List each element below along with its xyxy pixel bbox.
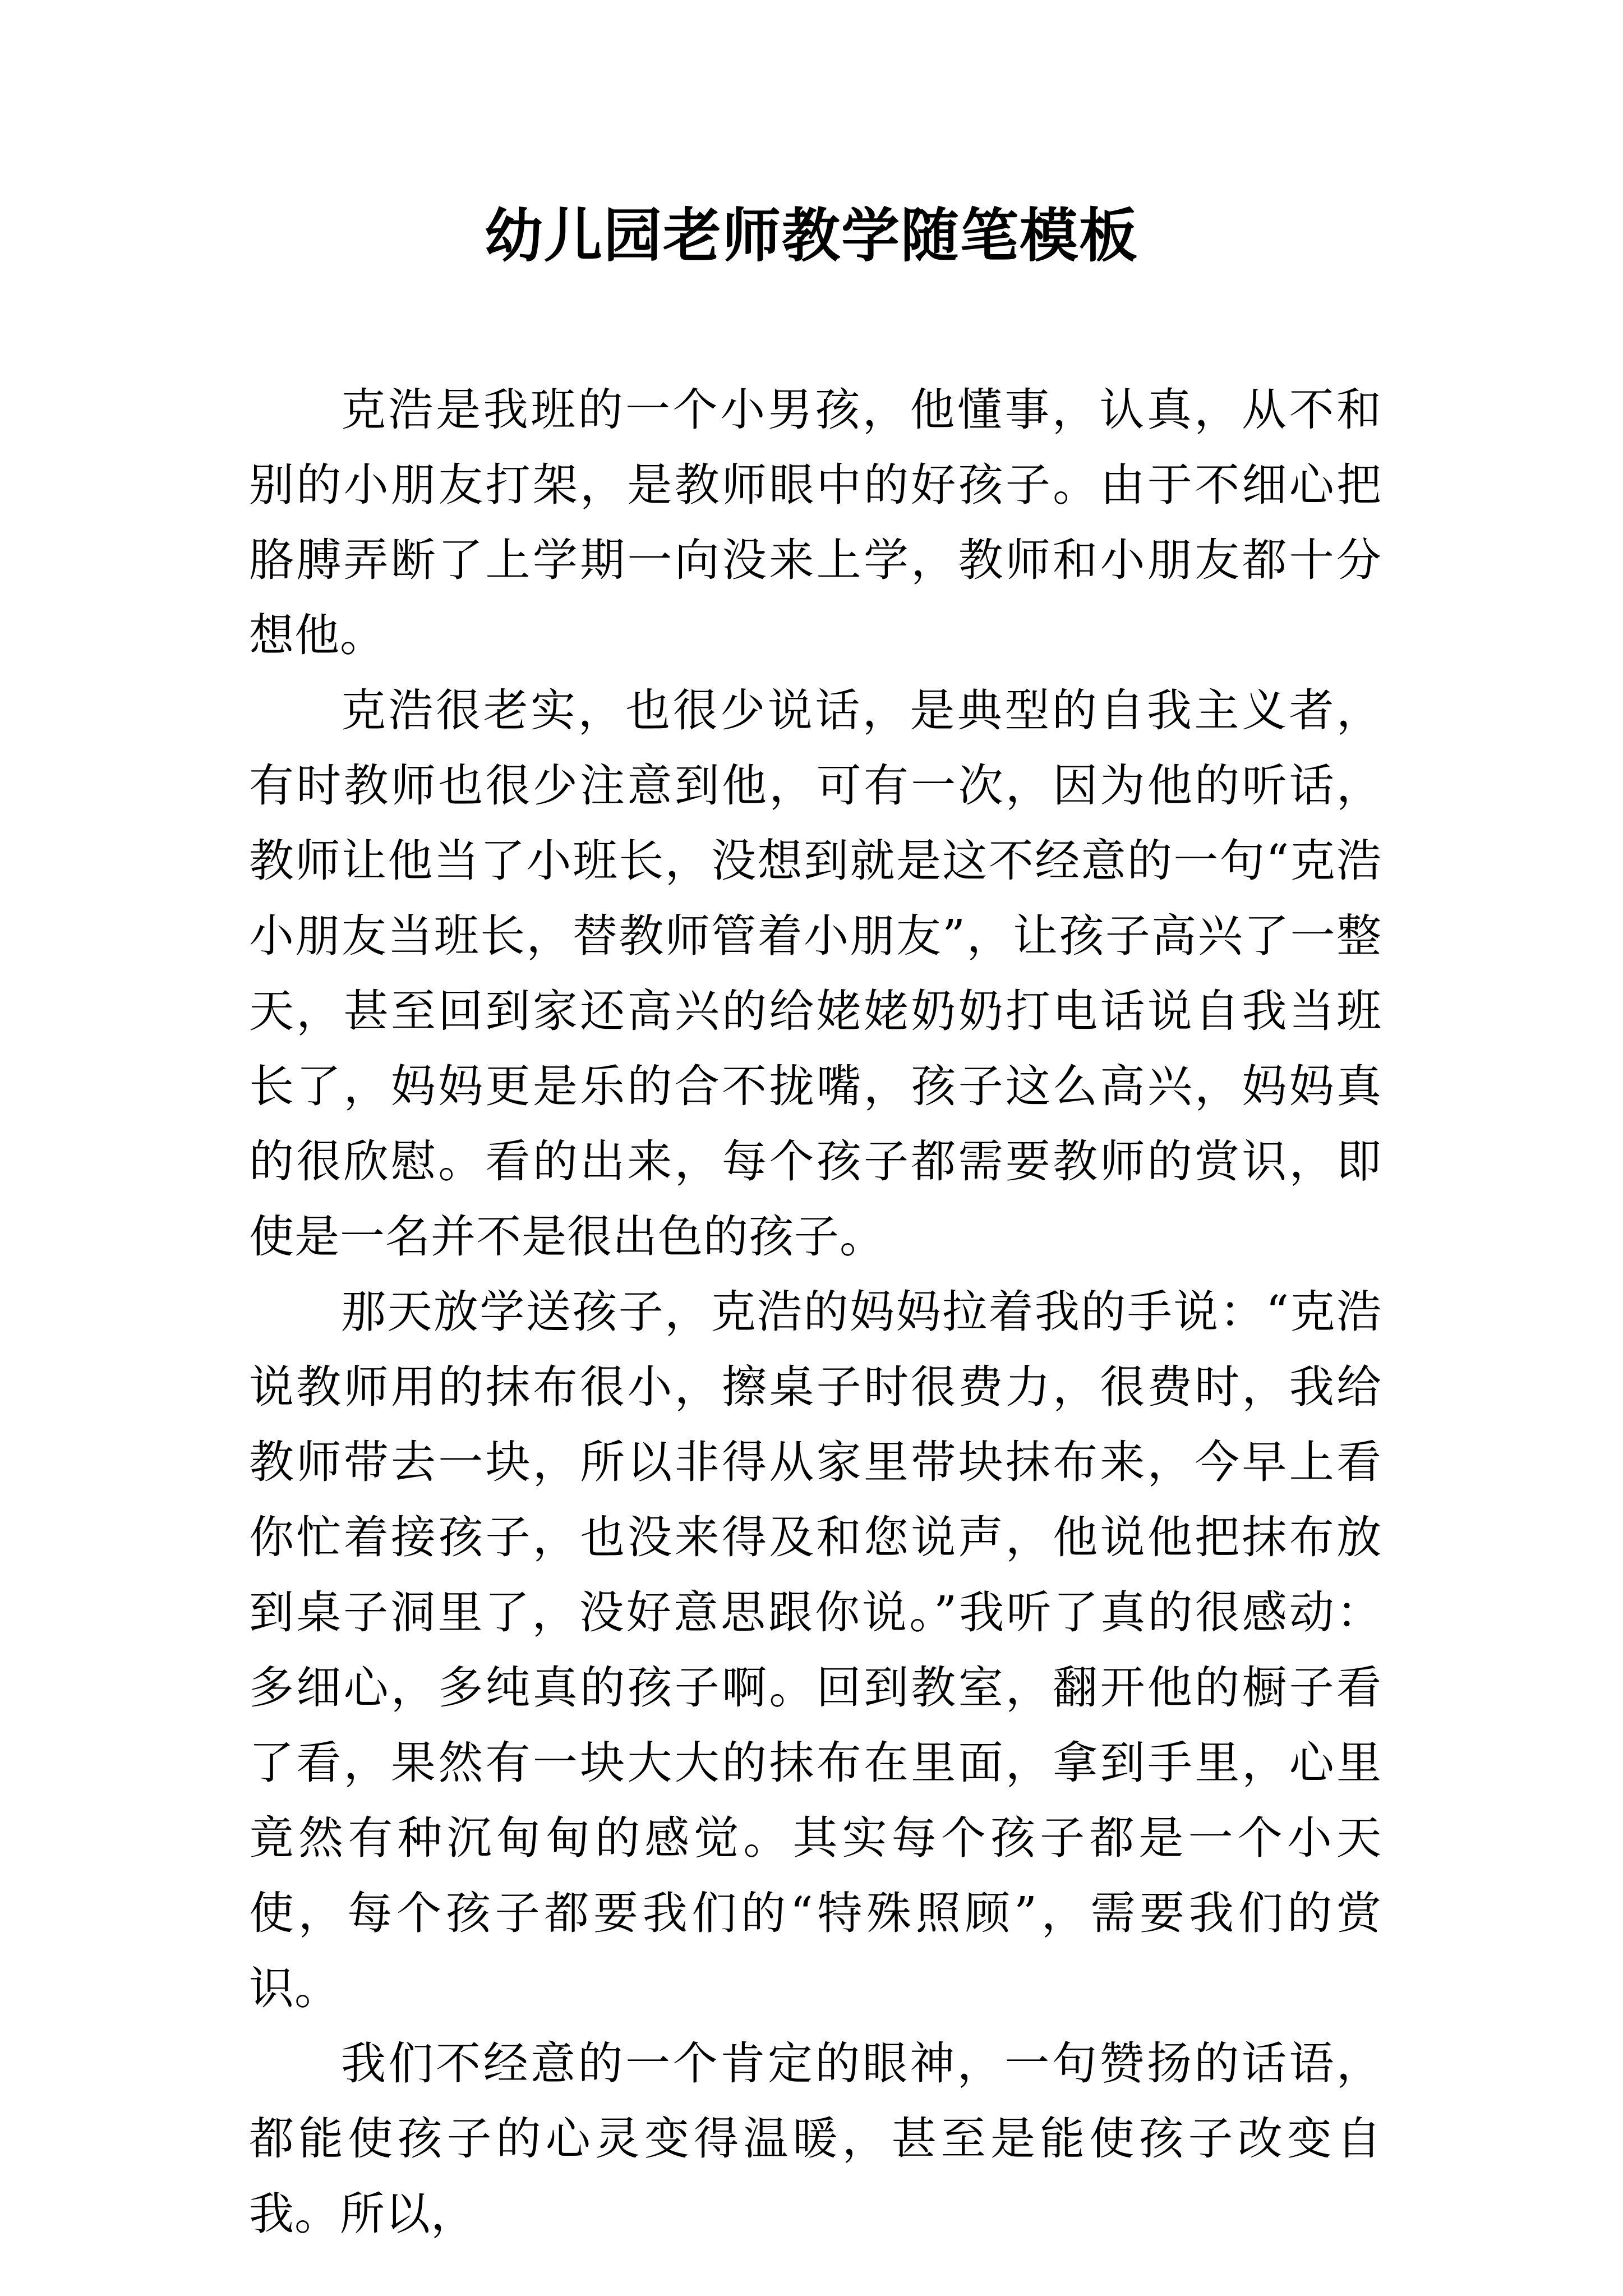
paragraph-4: 我们不经意的一个肯定的眼神，一句赞扬的话语，都能使孩子的心灵变得温暖，甚至是能使孩子改变自我。所以，: [249, 2037, 1382, 2240]
paragraph-2: 克浩很老实，也很少说话，是典型的自我主义者，有时教师也很少注意到他，可有一次，因为他的听话，教师让他当了小班长，没想到就是这不经意的一句“克浩小朋友当班长，替教师管着小朋友”，让孩子高兴了一整天，甚至回到家还高兴的给姥姥奶奶打电话说自我当班长了，妈妈更是乐的合不拢嘴，孩子这么高兴，妈妈真的很欣慰。看的出来，每个孩子都需要教师的赏识，即使是一名并不是很出色的孩子。: [249, 684, 1382, 1263]
paragraph-1: 克浩是我班的一个小男孩，他懂事，认真，从不和别的小朋友打架，是教师眼中的好孩子。由于不细心把胳膊弄断了上学期一向没来上学，教师和小朋友都十分想他。: [249, 384, 1382, 661]
document-body: [249, 372, 1382, 2252]
document-title: 幼儿园老师教学随笔模板: [484, 201, 1138, 270]
paragraph-3: 那天放学送孩子，克浩的妈妈拉着我的手说：“克浩说教师用的抹布很小，擦桌子时很费力，很费时，我给教师带去一块，所以非得从家里带块抹布来，今早上看你忙着接孩子，也没来得及和您说声，他说他把抹布放到桌子洞里了，没好意思跟你说。”我听了真的很感动：多细心，多纯真的孩子啊。回到教室，翻开他的橱子看了看，果然有一块大大的抹布在里面，拿到手里，心里竟然有种沉甸甸的感觉。其实每个孩子都是一个小天使，每个孩子都要我们的“特殊照顾”，需要我们的赏识。: [249, 1286, 1382, 2014]
